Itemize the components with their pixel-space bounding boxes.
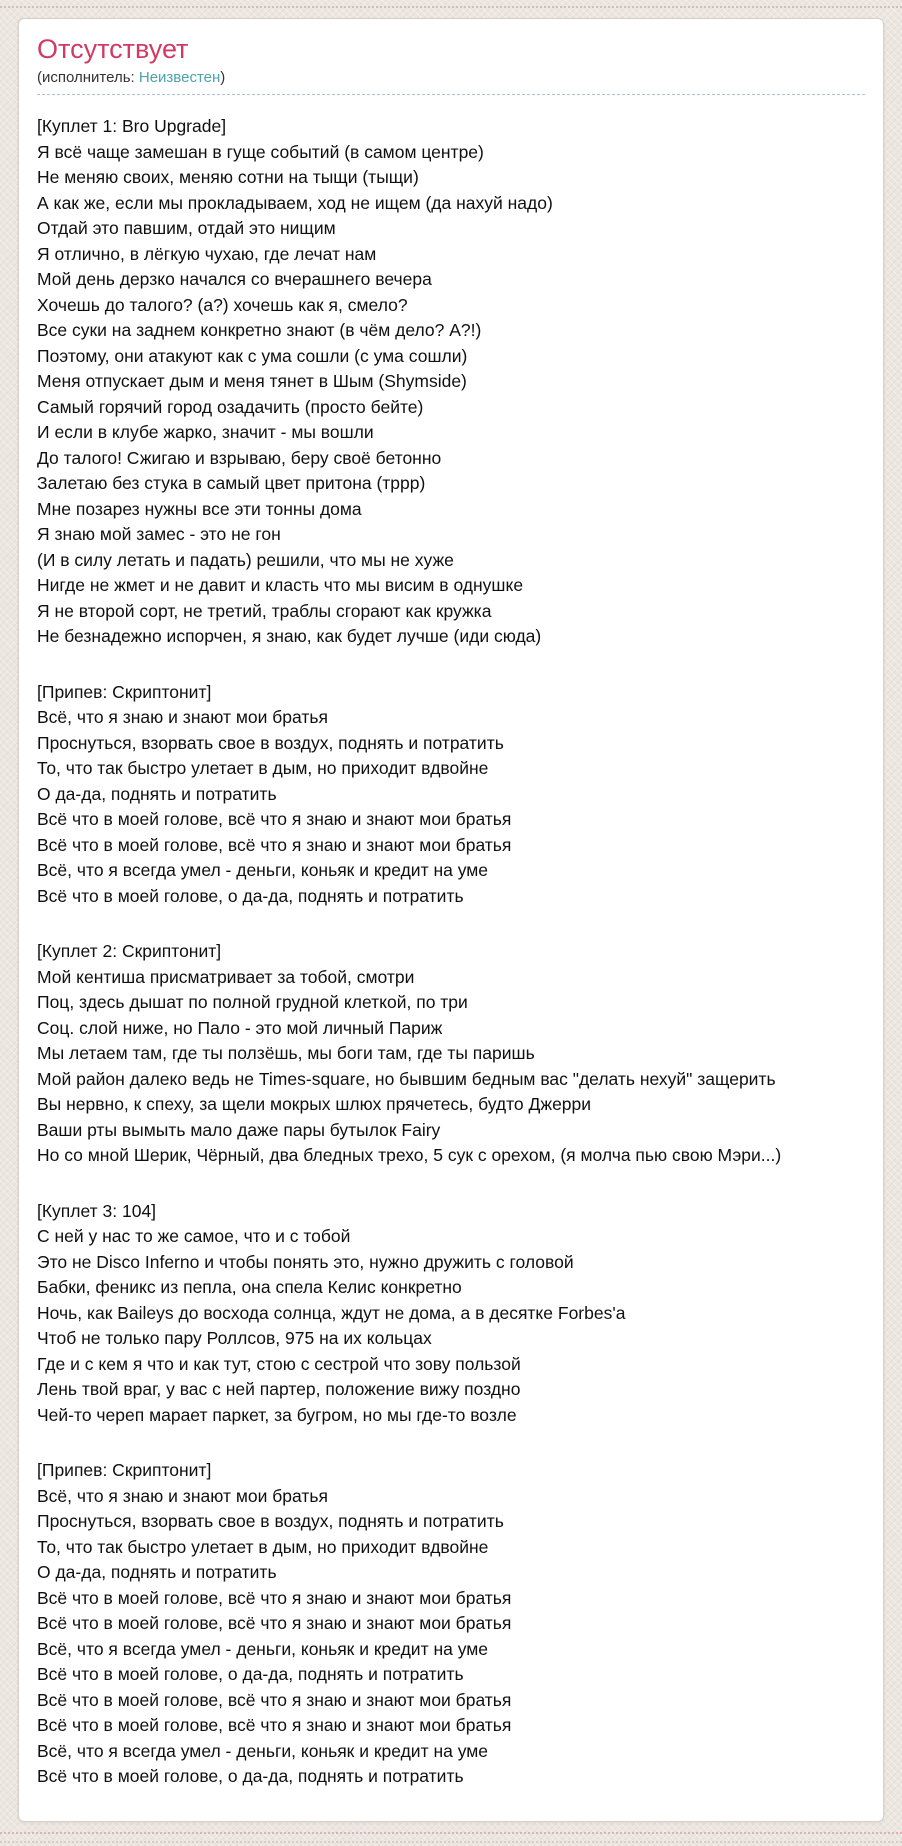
lyrics <box>37 95 865 1790</box>
lyric-line: Ночь, как Baileys до восхода солнца, ждут не дома, а в десятке Forbes'a <box>37 1302 626 1323</box>
lyric-line: Мы летаем там, где ты ползёшь, мы боги там, где ты паришь <box>37 1043 535 1063</box>
lyric-line: Поц, здесь дышат по полной грудной клеткой, по три <box>37 992 468 1012</box>
lyric-line: Чей-то череп марает паркет, за бугром, но мы где-то возле <box>37 1404 517 1425</box>
lyric-line: Нигде не жмет и не давит и класть что мы висим в однушке <box>37 575 524 595</box>
lyric-line: Всё что в моей голове, о да-да, поднять и потратить <box>37 1766 464 1786</box>
lyric-line: Проснуться, взорвать свое в воздух, поднять и потратить <box>37 732 504 753</box>
lyric-line: Всё что в моей голове, о да-да, поднять и потратить <box>37 1664 464 1684</box>
texture-stitch-line-bottom2 <box>0 1841 902 1843</box>
lyric-line: Всё, что я знаю и знают мои братья <box>37 1485 328 1506</box>
lyric-line: Мне позарез нужны все эти тонны дома <box>37 498 362 519</box>
lyric-line: Всё что в моей голове, о да-да, поднять и потратить <box>37 885 464 906</box>
lyric-line: О да-да, поднять и потратить <box>37 1562 277 1582</box>
lyric-line: Залетаю без стука в самый цвет притона (тррр) <box>37 473 426 493</box>
lyric-line: Вы нервно, к спеху, за щели мокрых шлюх прячетесь, будто Джерри <box>37 1094 592 1114</box>
lyric-line: А как же, если мы прокладываем, ход не ищем (да нахуй надо) <box>37 192 553 213</box>
lyric-line: Проснуться, взорвать свое в воздух, поднять и потратить <box>37 1511 504 1531</box>
lyric-line: Не безнадежно испорчен, я знаю, как будет лучше (иди сюда) <box>37 626 542 646</box>
lyric-line: С ней у нас то же самое, что и с тобой <box>37 1226 351 1246</box>
lyrics-section <box>37 1458 865 1790</box>
lyric-line: Всё что в моей голове, всё что я знаю и знают мои братья <box>37 1689 512 1710</box>
lyric-line: Всё, что я всегда умел - деньги, коньяк и кредит на уме <box>37 1638 489 1659</box>
lyric-line: Мой день дерзко начался со вчерашнего вечера <box>37 269 432 289</box>
artist-label-open: (исполнитель: <box>37 69 139 86</box>
song-header <box>37 33 865 95</box>
lyric-line: Я знаю мой замес - это не гон <box>37 524 281 544</box>
section-header-line: [Припев: Скриптонит] <box>37 1460 212 1480</box>
lyric-line: И если в клубе жарко, значит - мы вошли <box>37 422 374 442</box>
lyric-line: Я всё чаще замешан в гуще событий (в самом центре) <box>37 141 484 162</box>
lyric-line: Ваши рты вымыть мало даже пары бутылок Fairy <box>37 1119 441 1140</box>
lyric-line: Это не Disco Inferno и чтобы понять это, нужно дружить с головой <box>37 1251 574 1272</box>
lyric-line: Всё что в моей голове, всё что я знаю и знают мои братья <box>37 1613 512 1633</box>
section-header-line: [Куплет 3: 104] <box>37 1200 157 1221</box>
texture-stitch-line-bottom <box>0 1832 902 1834</box>
lyric-line: Соц. слой ниже, но Пало - это мой личный Париж <box>37 1017 443 1038</box>
lyric-line: Самый горячий город озадачить (просто бейте) <box>37 396 424 417</box>
artist-label-close: ) <box>220 69 226 86</box>
lyrics-card <box>18 18 884 1822</box>
lyric-line: Поэтому, они атакуют как с ума сошли (с ума сошли) <box>37 345 468 366</box>
artist-line <box>37 68 865 95</box>
lyric-line: Мой кентиша присматривает за тобой, смотри <box>37 966 415 987</box>
lyric-line: Бабки, феникс из пепла, она спела Келис конкретно <box>37 1277 462 1297</box>
lyric-line: Лень твой враг, у вас с ней партер, положение вижу поздно <box>37 1379 521 1399</box>
lyric-line: Где и с кем я что и как тут, стою с сестрой что зову пользой <box>37 1353 521 1374</box>
lyrics-section <box>37 114 865 650</box>
lyric-line: То, что так быстро улетает в дым, но приходит вдвойне <box>37 1536 489 1557</box>
lyric-line: Я не второй сорт, не третий, траблы сгорают как кружка <box>37 600 492 621</box>
lyric-line: Хочешь до талого? (а?) хочешь как я, смело? <box>37 294 408 315</box>
lyric-line: Но со мной Шерик, Чёрный, два бледных трехо, 5 сук с орехом, (я молча пью свою Мэри...) <box>37 1145 782 1165</box>
lyric-line: Всё что в моей голове, всё что я знаю и знают мои братья <box>37 809 512 829</box>
lyric-line: О да-да, поднять и потратить <box>37 783 277 804</box>
lyric-line: Я отлично, в лёгкую чухаю, где лечат нам <box>37 243 377 264</box>
lyric-line: Чтоб не только пару Роллсов, 975 на их кольцах <box>37 1328 432 1348</box>
lyric-line: Всё что в моей голове, всё что я знаю и знают мои братья <box>37 834 512 855</box>
lyric-line: Не меняю своих, меняю сотни на тыщи (тыщи) <box>37 167 419 187</box>
lyric-line: Всё что в моей голове, всё что я знаю и знают мои братья <box>37 1587 512 1608</box>
song-title: Отсутствует <box>37 34 189 64</box>
lyric-line: Мой район далеко ведь не Times-square, но бывшим бедным вас "делать нехуй" защерить <box>37 1068 776 1089</box>
lyric-line: До талого! Сжигаю и взрываю, беру своё бетонно <box>37 447 442 468</box>
lyric-line: Всё что в моей голове, всё что я знаю и знают мои братья <box>37 1715 512 1735</box>
lyrics-section <box>37 680 865 910</box>
lyrics-section <box>37 1199 865 1429</box>
texture-stitch-line-top <box>0 6 902 8</box>
lyric-line: То, что так быстро улетает в дым, но приходит вдвойне <box>37 758 489 778</box>
lyric-line: (И в силу летать и падать) решили, что мы не хуже <box>37 549 454 570</box>
lyric-line: Все суки на заднем конкретно знают (в чём дело? А?!) <box>37 320 482 340</box>
artist-link[interactable]: Неизвестен <box>138 69 221 86</box>
lyric-line: Всё, что я знаю и знают мои братья <box>37 707 328 727</box>
lyrics-section <box>37 939 865 1169</box>
section-header-line: [Куплет 1: Bro Upgrade] <box>37 116 227 136</box>
section-header-line: [Припев: Скриптонит] <box>37 681 212 702</box>
section-header-line: [Куплет 2: Скриптонит] <box>37 941 222 961</box>
lyric-line: Всё, что я всегда умел - деньги, коньяк и кредит на уме <box>37 1740 489 1761</box>
lyric-line: Меня отпускает дым и меня тянет в Шым (Shymside) <box>37 371 467 391</box>
lyric-line: Всё, что я всегда умел - деньги, коньяк и кредит на уме <box>37 860 489 880</box>
lyric-line: Отдай это павшим, отдай это нищим <box>37 218 336 238</box>
